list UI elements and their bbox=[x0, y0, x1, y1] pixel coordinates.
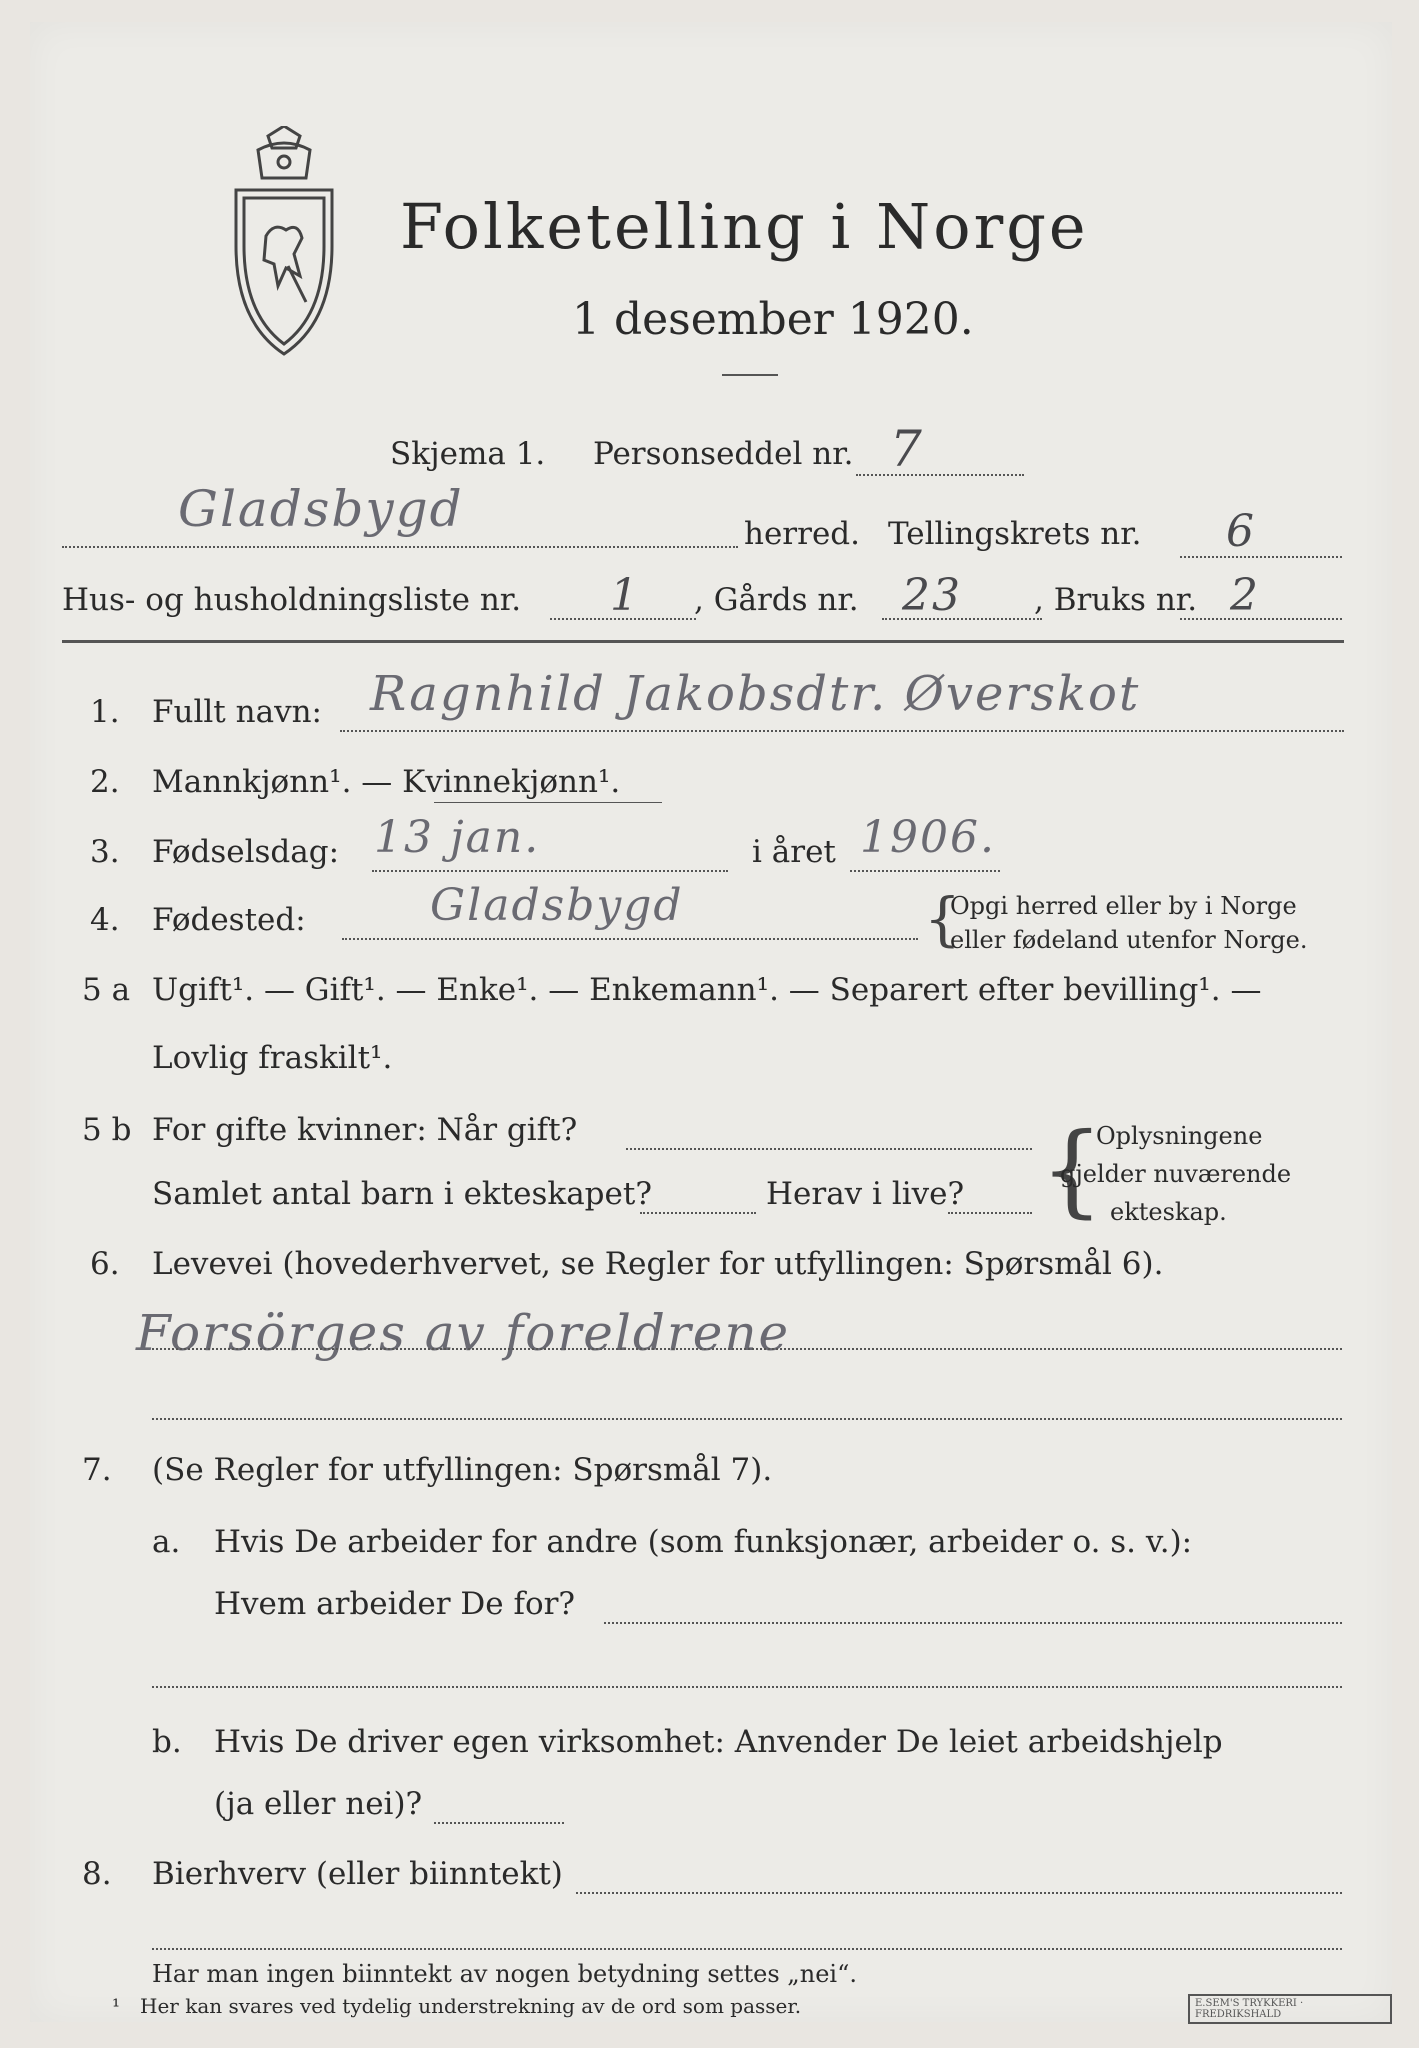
q7-text: (Se Regler for utfyllingen: Spørsmål 7). bbox=[152, 1452, 773, 1488]
gender-options[interactable]: Mannkjønn¹. — Kvinnekjønn¹. bbox=[152, 764, 621, 800]
footnote-mark: ¹ bbox=[112, 1994, 121, 2018]
footnote: Her kan svares ved tydelig understrekning av de ord som passer. bbox=[140, 1994, 802, 2018]
q7a-text: Hvis De arbeider for andre (som funksjonær, arbeider o. s. v.): bbox=[214, 1524, 1193, 1560]
census-form: Folketelling i Norge 1 desember 1920. Skjema 1. Personseddel nr. 7 Gladsbygd herred. Tellingskrets nr. 6 Hus- og husholdningsliste nr. 1 , Gårds nr. 23 , Bruks nr. 2 1. Fullt navn: Ragnhild Jakobsdtr. Øverskot 2. Mannkjønn¹. — Kvinnekjønn¹. 3. Fødselsdag: 13 jan. i året 1906. 4. Fødested: Gladsbygd { Opgi herred eller by i Norge eller fødeland utenfor Norge. 5 a Ugift¹. — Gift¹. — Enke¹. — Enkemann¹. — Separert efter bevilling¹. — Lovlig fraskilt¹. 5 b For gifte kvinner: Når gift? Samlet antal barn i ekteskapet? Herav i live? { Oplysningene gjelder nuværende ekteskap. 6. Levevei (hovederhvervet, se Regler for utfyllingen: Spørsmål 6). Forsörges av foreldrene 7. (Se Regler for utfyllingen: Spørsmål 7). a. Hvis De arbeider for andre (som funksjonær, arbeider o. s. v.): Hvem arbeider De for? b. Hvis De driver egen virksomhet: Anvender De leiet arbeidshjelp (ja eller nei)? 8. Bierhverv (eller biinntekt) Har man ingen biinntekt av nogen betydning settes „nei“. ¹ Her kan svares ved tydelig understrekning av de ord som passer. E.SEM'S TRYKKERI · FREDRIKSHALD bbox=[30, 22, 1392, 2022]
q8-text: Bierhverv (eller biinntekt) bbox=[152, 1856, 563, 1892]
q5b-note-2: gjelder nuværende bbox=[1060, 1160, 1292, 1188]
q1-label: Fullt navn: bbox=[152, 694, 322, 730]
personseddel-value[interactable]: 7 bbox=[890, 420, 924, 478]
form-title: Folketelling i Norge bbox=[400, 190, 1089, 263]
bruks-value[interactable]: 2 bbox=[1230, 570, 1260, 621]
census-date: 1 desember 1920. bbox=[572, 294, 974, 345]
printer-stamp: E.SEM'S TRYKKERI · FREDRIKSHALD bbox=[1188, 1994, 1392, 2024]
q5b-number: 5 b bbox=[82, 1112, 132, 1148]
q8-number: 8. bbox=[82, 1856, 112, 1892]
q5b-note-1: Oplysningene bbox=[1096, 1122, 1263, 1150]
q5b-note-3: ekteskap. bbox=[1110, 1198, 1227, 1226]
skjema-label: Skjema 1. bbox=[390, 436, 546, 472]
q7-number: 7. bbox=[82, 1452, 112, 1488]
q8-note: Har man ingen biinntekt av nogen betydning settes „nei“. bbox=[152, 1960, 857, 1988]
q3-number: 3. bbox=[90, 834, 120, 870]
marital-status-options[interactable]: Ugift¹. — Gift¹. — Enke¹. — Enkemann¹. — Separert efter bevilling¹. — bbox=[152, 972, 1262, 1008]
q2-number: 2. bbox=[90, 764, 120, 800]
q7a-text-2: Hvem arbeider De for? bbox=[214, 1586, 576, 1622]
herred-label: herred. bbox=[744, 516, 860, 552]
q4-number: 4. bbox=[90, 902, 120, 938]
q4-label: Fødested: bbox=[152, 902, 306, 938]
tellingskrets-value[interactable]: 6 bbox=[1226, 506, 1256, 557]
q7b-text-2: (ja eller nei)? bbox=[214, 1786, 423, 1822]
q7b-number: b. bbox=[152, 1724, 182, 1760]
q3-year-label: i året bbox=[752, 834, 836, 870]
q5a-number: 5 a bbox=[82, 972, 131, 1008]
husholdning-label: Hus- og husholdningsliste nr. bbox=[62, 582, 522, 618]
header-divider bbox=[62, 640, 1344, 643]
bruks-label: , Bruks nr. bbox=[1034, 582, 1198, 618]
q7a-number: a. bbox=[152, 1524, 181, 1560]
herred-value[interactable]: Gladsbygd bbox=[178, 480, 464, 538]
occupation-value[interactable]: Forsörges av foreldrene bbox=[136, 1304, 791, 1362]
husholdning-value[interactable]: 1 bbox=[610, 570, 640, 621]
personseddel-label: Personseddel nr. bbox=[593, 436, 854, 472]
norwegian-coat-of-arms-icon bbox=[228, 126, 340, 358]
q4-note-2: eller fødeland utenfor Norge. bbox=[950, 926, 1308, 954]
birth-year-value[interactable]: 1906. bbox=[860, 812, 996, 863]
gards-value[interactable]: 23 bbox=[902, 570, 962, 621]
full-name-value[interactable]: Ragnhild Jakobsdtr. Øverskot bbox=[370, 666, 1141, 722]
q5b-label: For gifte kvinner: Når gift? bbox=[152, 1112, 578, 1148]
q5b-label-3: Herav i live? bbox=[766, 1176, 965, 1212]
q5b-label-2: Samlet antal barn i ekteskapet? bbox=[152, 1176, 652, 1212]
birthplace-value[interactable]: Gladsbygd bbox=[430, 880, 684, 931]
tellingskrets-label: Tellingskrets nr. bbox=[888, 516, 1142, 552]
title-divider bbox=[722, 374, 778, 376]
q7b-text: Hvis De driver egen virksomhet: Anvender De leiet arbeidshjelp bbox=[214, 1724, 1223, 1760]
marital-status-options-2[interactable]: Lovlig fraskilt¹. bbox=[152, 1040, 393, 1076]
q4-note-1: Opgi herred eller by i Norge bbox=[950, 892, 1297, 920]
birthday-value[interactable]: 13 jan. bbox=[374, 812, 541, 863]
gards-label: , Gårds nr. bbox=[694, 582, 859, 618]
q1-number: 1. bbox=[90, 694, 120, 730]
q6-text: Levevei (hovederhvervet, se Regler for utfyllingen: Spørsmål 6). bbox=[152, 1246, 1164, 1282]
q6-number: 6. bbox=[90, 1246, 120, 1282]
kvinnekjonn-underline bbox=[434, 802, 662, 803]
q3-label: Fødselsdag: bbox=[152, 834, 340, 870]
